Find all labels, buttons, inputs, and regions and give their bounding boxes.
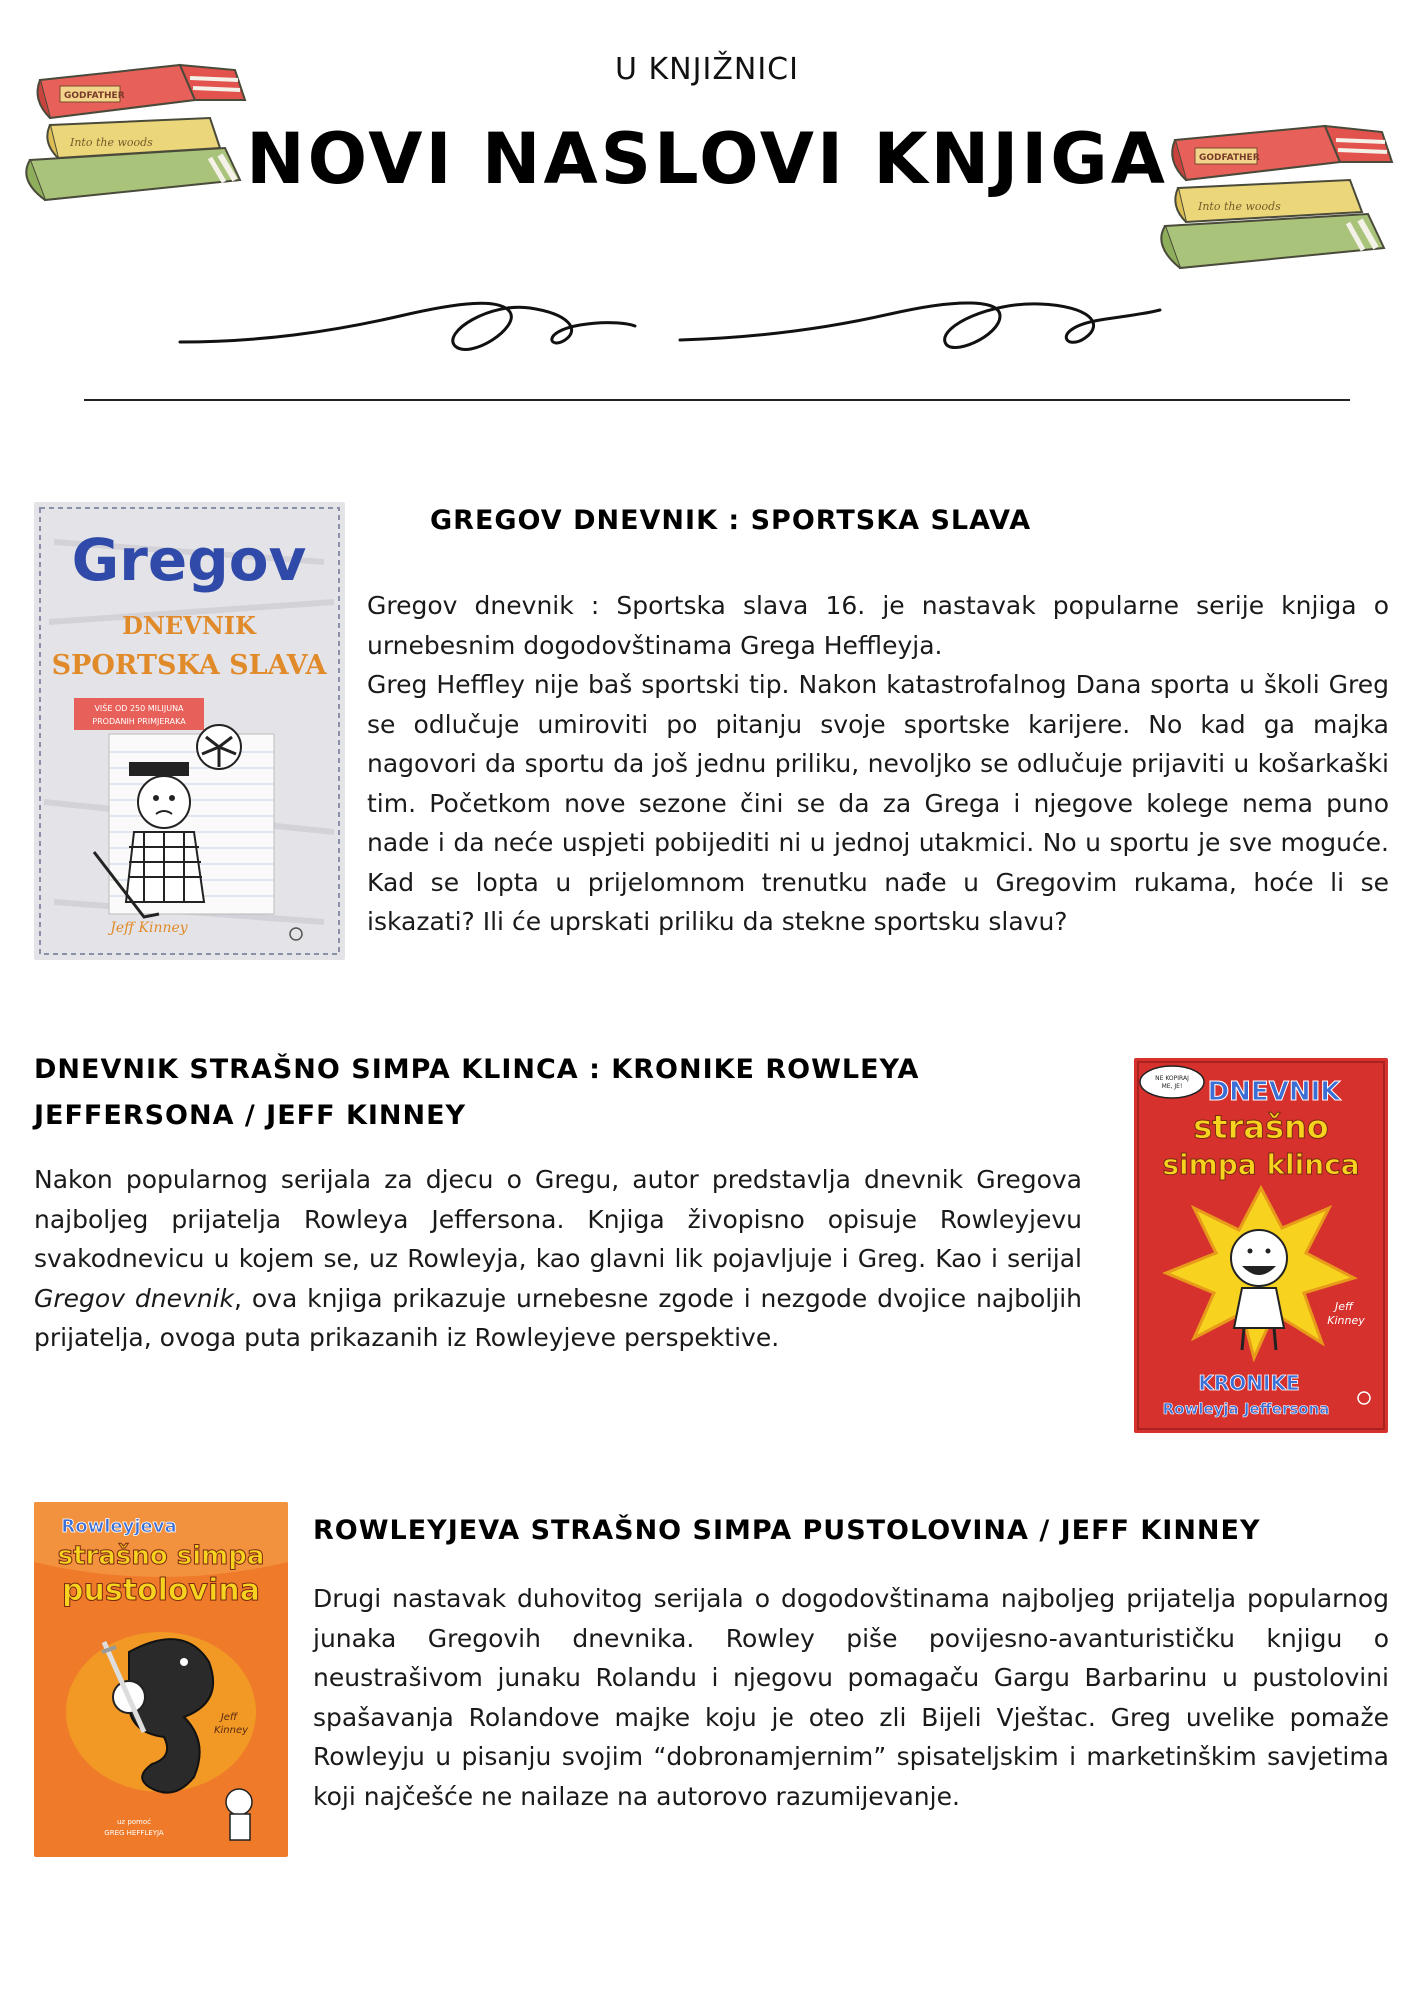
book-title-1: GREGOV DNEVNIK : SPORTSKA SLAVA	[430, 505, 1032, 536]
svg-text:Kinney: Kinney	[213, 1725, 249, 1736]
svg-text:DNEVNIK: DNEVNIK	[122, 611, 256, 640]
description-paragraph: Gregov dnevnik : Sportska slava 16. je nastavak popularne serije knjiga o urnebesnim dogodovštinama Grega Heffleyja.	[367, 591, 1389, 660]
svg-text:GREG HEFFLEYJA: GREG HEFFLEYJA	[104, 1829, 164, 1837]
svg-text:ME, JE!: ME, JE!	[1161, 1083, 1183, 1090]
squiggle-divider	[170, 280, 1170, 370]
description-paragraph: Greg Heffley nije baš sportski tip. Nakon katastrofalnog Dana sporta u školi Greg se odlučuje umiroviti po pitanju svoje sportske karijere. No kad ga majka nagovori da sportu da još jednu priliku, nevoljko se odlučuje prijaviti u košarkaški tim. Početkom nove sezone čini se da za Grega i njegove kolege nema puno nade i da neće uspjeti pobijediti ni u jednoj utakmici. No u sportu je sve moguće. Kad se lopta u prijelomnom trenutku nađe u Gregovim rukama, hoće li se iskazati? Ili će uprskati priliku da stekne sportsku slavu?	[367, 670, 1389, 936]
svg-text:Kinney: Kinney	[1327, 1314, 1365, 1327]
svg-text:KRONIKE: KRONIKE	[1198, 1371, 1300, 1395]
svg-text:Jeff: Jeff	[1335, 1300, 1353, 1313]
svg-text:Rowleyja Jeffersona: Rowleyja Jeffersona	[1162, 1400, 1330, 1418]
stack-label-1b: GODFATHER	[1199, 153, 1260, 163]
svg-text:SPORTSKA SLAVA: SPORTSKA SLAVA	[51, 650, 327, 681]
description-text: Nakon popularnog serijala za djecu o Gregu, autor predstavlja dnevnik Gregova najboljeg prijatelja Rowleya Jeffersona. Knjiga živopisno opisuje Rowleyjevu svakodnevicu u kojem se, uz Rowleyja, kao glavni lik pojavljuje i Greg. Kao i serijal	[34, 1165, 1082, 1273]
book-title-3: ROWLEYJEVA STRAŠNO SIMPA PUSTOLOVINA / JEFF KINNEY	[313, 1515, 1261, 1546]
svg-text:Jeff Kinney: Jeff Kinney	[110, 920, 188, 936]
stack-label-1: GODFATHER	[64, 91, 125, 101]
book-cover-gregov-dnevnik	[34, 502, 345, 960]
svg-text:NE KOPIRAJ: NE KOPIRAJ	[1155, 1075, 1189, 1082]
svg-text:pustolovina: pustolovina	[62, 1573, 260, 1608]
book-description-2	[34, 1160, 1082, 1358]
stack-label-2b: Into the woods	[1198, 200, 1281, 213]
svg-text:Jeff: Jeff	[220, 1712, 238, 1723]
book-cover-kronike-rowleya	[1134, 1058, 1388, 1433]
stack-label-2: Into the woods	[70, 136, 153, 149]
book-description-1	[367, 586, 1389, 942]
svg-text:DNEVNIK: DNEVNIK	[1207, 1077, 1341, 1107]
svg-text:uz pomoć: uz pomoć	[116, 1818, 152, 1826]
book-description-3	[313, 1579, 1389, 1816]
svg-text:strašno simpa: strašno simpa	[57, 1541, 265, 1571]
svg-text:VIŠE OD 250 MILIJUNA: VIŠE OD 250 MILIJUNA	[94, 704, 184, 713]
book-cover-rowleyjeva-pustolovina	[34, 1502, 288, 1857]
series-title-em: Gregov dnevnik	[34, 1283, 235, 1313]
book-title-2: DNEVNIK STRAŠNO SIMPA KLINCA : KRONIKE ROWLEYA JEFFERSONA / JEFF KINNEY	[34, 1054, 920, 1131]
header-rule	[84, 399, 1350, 401]
svg-text:Gregov: Gregov	[71, 526, 307, 594]
description-text: , ova knjiga prikazuje urnebesne zgode i nezgode dvojice najboljih prijatelja, ovoga puta prikazanih iz Rowleyjeve perspektive.	[34, 1283, 1082, 1352]
svg-text:strašno: strašno	[1193, 1108, 1329, 1146]
svg-text:simpa klinca: simpa klinca	[1162, 1148, 1360, 1181]
svg-text:PRODANIH PRIMJERAKA: PRODANIH PRIMJERAKA	[92, 717, 186, 726]
page-kicker: U KNJIŽNICI	[615, 52, 799, 87]
description-paragraph	[34, 1160, 1082, 1358]
description-paragraph: Drugi nastavak duhovitog serijala o dogodovštinama najboljeg prijatelja popularnog junaka Gregovih dnevnika. Rowley piše povijesno-avanturističku knjigu o neustrašivom junaku Rolandu i njegovu pomagaču Gargu Barbarinu u pustolovini spašavanja Rolandove majke koju je oteo zli Bijeli Vještac. Greg uvelike pomaže Rowleyju u pisanju svojim “dobronamjernim” spisateljskim i marketinškim savjetima koji najčešće ne nailaze na autorovo razumijevanje.	[313, 1584, 1389, 1811]
svg-text:Rowleyjeva: Rowleyjeva	[61, 1516, 177, 1537]
page-title: NOVI NASLOVI KNJIGA	[246, 118, 1168, 200]
